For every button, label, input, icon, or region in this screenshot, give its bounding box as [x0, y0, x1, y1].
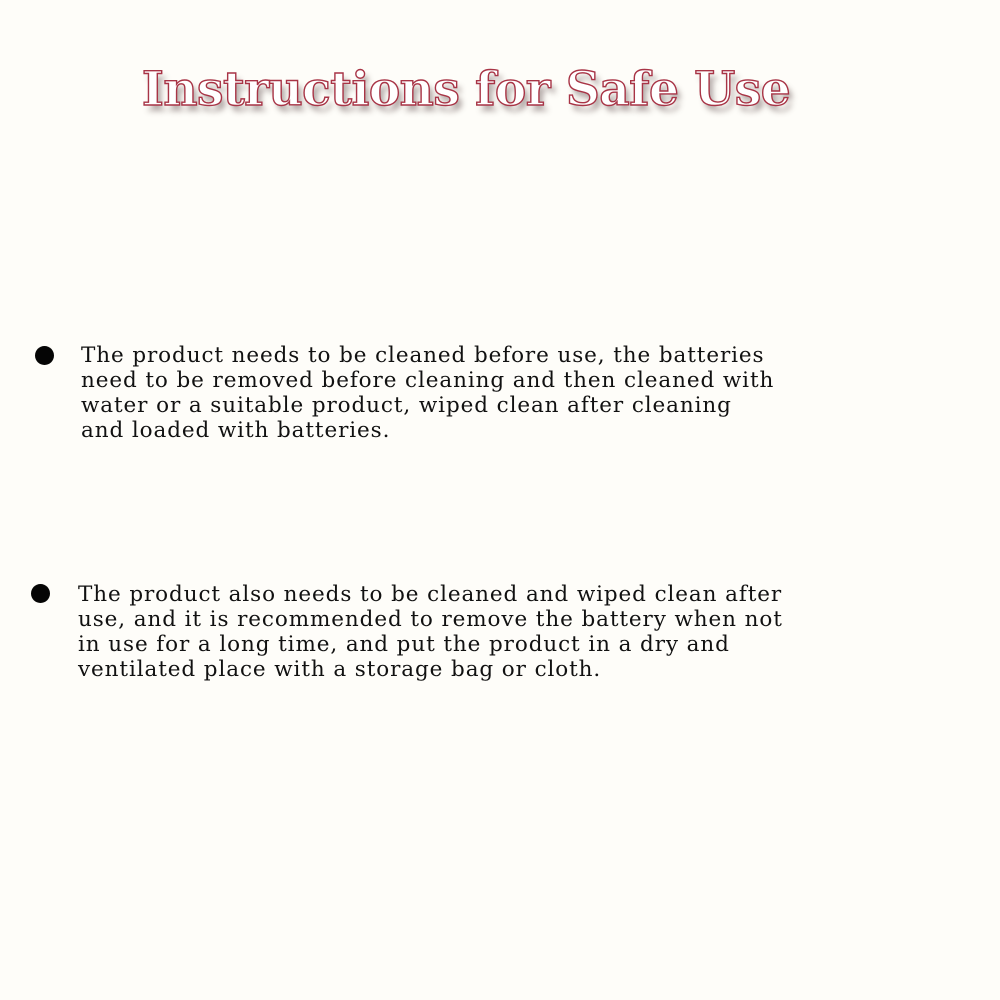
- bullet-icon: [31, 584, 50, 603]
- bullet-icon: [35, 346, 54, 365]
- instruction-text: The product needs to be cleaned before use, the batteries need to be removed before cleaning and then cleaned with water or a suitable product, wiped clean after cleaning and loaded with batteries.: [81, 343, 775, 443]
- page-title: Instructions for Safe Use: [141, 62, 791, 117]
- instruction-text: The product also needs to be cleaned and wiped clean after use, and it is recommended to remove the battery when not in use for a long time, and put the product in a dry and ventilated place with a storage bag or cloth.: [78, 582, 783, 682]
